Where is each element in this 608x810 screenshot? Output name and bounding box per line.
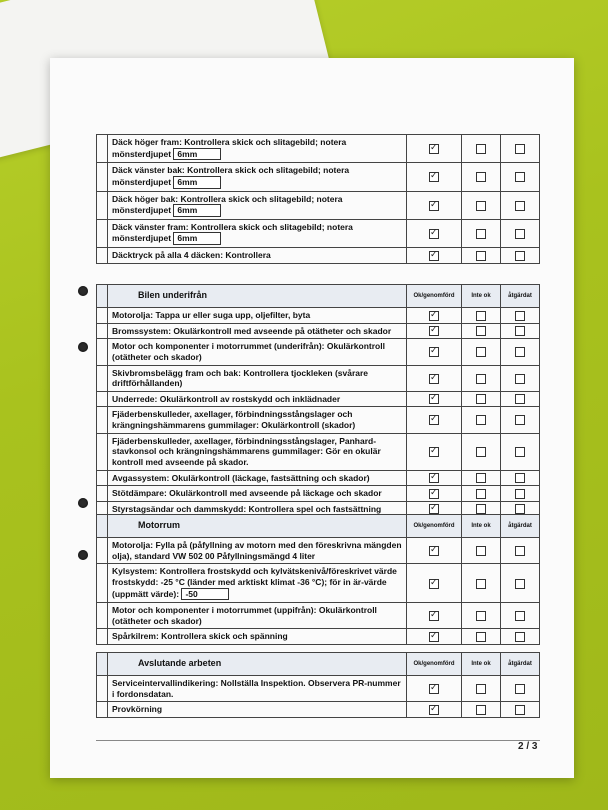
ok-checkbox[interactable]: [429, 374, 439, 384]
fixed-checkbox[interactable]: [515, 374, 525, 384]
checklist-row: [97, 135, 540, 163]
section-title: Motorrum: [108, 515, 407, 538]
checklist-row: [97, 538, 540, 564]
ok-checkbox[interactable]: [429, 546, 439, 556]
tires-section: [96, 134, 540, 264]
not-ok-checkbox[interactable]: [476, 611, 486, 621]
not-ok-checkbox[interactable]: [476, 251, 486, 261]
fixed-checkbox[interactable]: [515, 347, 525, 357]
ok-checkbox[interactable]: [429, 201, 439, 211]
task-text: Avgassystem: Okulärkontroll (läckage, fastsättning och skador): [112, 472, 370, 483]
not-ok-checkbox[interactable]: [476, 394, 486, 404]
fixed-checkbox[interactable]: [515, 579, 525, 589]
fixed-checkbox[interactable]: [515, 504, 525, 514]
ok-checkbox[interactable]: [429, 415, 439, 425]
task-cell: [108, 486, 407, 502]
not-ok-checkbox[interactable]: [476, 374, 486, 384]
task-text: Stötdämpare: Okulärkontroll med avseende på läckage och skador: [112, 488, 382, 499]
not-ok-checkbox[interactable]: [476, 447, 486, 457]
task-text: Skivbromsbelägg fram och bak: Kontrollera tjockleken (svårare driftförhållanden): [112, 367, 369, 389]
task-text: Däcktryck på alla 4 däcken: Kontrollera: [112, 250, 271, 260]
checklist-row: [97, 248, 540, 264]
fixed-checkbox[interactable]: [515, 489, 525, 499]
fixed-checkbox[interactable]: [515, 705, 525, 715]
measurement-field[interactable]: 6mm: [173, 204, 221, 217]
footer-rule: [96, 740, 540, 741]
ok-checkbox[interactable]: [429, 326, 439, 336]
fixed-checkbox[interactable]: [515, 632, 525, 642]
not-ok-checkbox[interactable]: [476, 326, 486, 336]
measurement-field[interactable]: 6mm: [173, 148, 221, 161]
task-text: Motor och komponenter i motorrummet (uppifrån): Okulärkontroll (otätheter och skador): [112, 605, 377, 626]
task-text: Däck vänster bak: Kontrollera skick och slitagebild; notera mönsterdjupet: [112, 165, 350, 187]
task-cell: [108, 163, 407, 191]
task-cell: [108, 135, 407, 163]
ok-checkbox[interactable]: [429, 611, 439, 621]
task-text: Serviceintervallindikering: Nollställa Inspektion. Observera PR-nummer i fordonsdatan.: [112, 678, 401, 699]
checklist-row: [97, 702, 540, 718]
task-cell: [108, 603, 407, 629]
task-text: Motorolja: Fylla på (påfyllning av motorn med den föreskrivna mängden olja), standard VW 502 00 Påfyllningsmängd 4 liter: [112, 540, 402, 561]
not-ok-checkbox[interactable]: [476, 311, 486, 321]
checklist-row: [97, 564, 540, 603]
task-cell: [108, 323, 407, 339]
fixed-checkbox[interactable]: [515, 447, 525, 457]
ok-checkbox[interactable]: [429, 705, 439, 715]
checklist-row: [97, 219, 540, 247]
punch-hole: [78, 498, 88, 508]
task-text: Motor och komponenter i motorrummet (underifrån): Okulärkontroll (otätheter och skador): [112, 341, 385, 362]
column-header-ok: Ok/genomförd: [407, 653, 462, 676]
fixed-checkbox[interactable]: [515, 201, 525, 211]
checklist-row: [97, 433, 540, 470]
section-title: Avslutande arbeten: [108, 653, 407, 676]
ok-checkbox[interactable]: [429, 489, 439, 499]
fixed-checkbox[interactable]: [515, 144, 525, 154]
task-text: Provkörning: [112, 704, 163, 715]
checklist-row: [97, 339, 540, 365]
task-text: Fjäderbenskulleder, axellager, förbindningsstångslager, Panhard-stavkonsol och krängningshämmarens gummilager: Gör en okulär kontroll med avseende på skador.: [112, 435, 381, 467]
fixed-checkbox[interactable]: [515, 684, 525, 694]
ok-checkbox[interactable]: [429, 394, 439, 404]
fixed-checkbox[interactable]: [515, 229, 525, 239]
checklist-row: [97, 323, 540, 339]
task-cell: [108, 676, 407, 702]
task-cell: [108, 629, 407, 645]
column-header-fixed: åtgärdat: [501, 653, 540, 676]
not-ok-checkbox[interactable]: [476, 172, 486, 182]
fixed-checkbox[interactable]: [515, 546, 525, 556]
task-cell: [108, 407, 407, 433]
underbody-section: [96, 284, 540, 517]
task-cell: [108, 339, 407, 365]
not-ok-checkbox[interactable]: [476, 473, 486, 483]
task-text: Däck höger bak: Kontrollera skick och slitagebild; notera mönsterdjupet: [112, 193, 343, 216]
column-header-fixed: åtgärdat: [501, 285, 540, 308]
fixed-checkbox[interactable]: [515, 611, 525, 621]
ok-checkbox[interactable]: [429, 504, 439, 514]
not-ok-checkbox[interactable]: [476, 579, 486, 589]
ok-checkbox[interactable]: [429, 579, 439, 589]
task-text: Däck höger fram: Kontrollera skick och slitagebild; notera mönsterdjupet: [112, 137, 347, 159]
not-ok-checkbox[interactable]: [476, 347, 486, 357]
task-text: Motorolja: Tappa ur eller suga upp, oljefilter, byta: [112, 310, 311, 320]
not-ok-checkbox[interactable]: [476, 684, 486, 694]
measurement-field[interactable]: 6mm: [173, 232, 221, 245]
column-header-not-ok: Inte ok: [462, 515, 501, 538]
fixed-checkbox[interactable]: [515, 251, 525, 261]
ok-checkbox[interactable]: [429, 229, 439, 239]
punch-hole: [78, 550, 88, 560]
checklist-row: [97, 191, 540, 219]
not-ok-checkbox[interactable]: [476, 489, 486, 499]
engine-section: [96, 514, 540, 645]
ok-checkbox[interactable]: [429, 684, 439, 694]
page-number: 2 / 3: [518, 741, 538, 752]
task-text: Kylsystem: Kontrollera frostskydd och kylvätskenivå/föreskrivet värde frostskydd: -25 °C (länder med arktiskt klimat -36 °C); för in är-värde (uppmätt värde):: [112, 566, 397, 599]
task-cell: [108, 470, 407, 486]
task-cell: [108, 564, 407, 603]
checklist-page: [50, 58, 574, 778]
not-ok-checkbox[interactable]: [476, 229, 486, 239]
not-ok-checkbox[interactable]: [476, 705, 486, 715]
punch-hole: [78, 342, 88, 352]
not-ok-checkbox[interactable]: [476, 415, 486, 425]
not-ok-checkbox[interactable]: [476, 201, 486, 211]
section-header: [97, 653, 540, 676]
not-ok-checkbox[interactable]: [476, 144, 486, 154]
task-cell: [108, 391, 407, 407]
column-header-ok: Ok/genomförd: [407, 515, 462, 538]
fixed-checkbox[interactable]: [515, 473, 525, 483]
ok-checkbox[interactable]: [429, 447, 439, 457]
checklist-row: [97, 365, 540, 391]
task-cell: [108, 538, 407, 564]
task-cell: [108, 365, 407, 391]
measurement-field[interactable]: -50: [181, 588, 229, 601]
section-header: [97, 285, 540, 308]
ok-checkbox[interactable]: [429, 473, 439, 483]
ok-checkbox[interactable]: [429, 251, 439, 261]
final-section: [96, 652, 540, 718]
task-text: Bromssystem: Okulärkontroll med avseende på otätheter och skador: [112, 325, 392, 336]
task-cell: [108, 308, 407, 324]
task-text: Däck vänster fram: Kontrollera skick och slitagebild; notera mönsterdjupet: [112, 221, 353, 244]
not-ok-checkbox[interactable]: [476, 546, 486, 556]
fixed-checkbox[interactable]: [515, 326, 525, 336]
fixed-checkbox[interactable]: [515, 311, 525, 321]
column-header-not-ok: Inte ok: [462, 653, 501, 676]
checklist-row: [97, 470, 540, 486]
checklist-row: [97, 308, 540, 324]
checklist-row: [97, 486, 540, 502]
task-text: Styrstagsändar och dammskydd: Kontrollera spel och fastsättning: [112, 503, 382, 514]
checklist-row: [97, 629, 540, 645]
punch-hole: [78, 286, 88, 296]
checklist-row: [97, 163, 540, 191]
task-text: Fjäderbenskulleder, axellager, förbindningsstångslager och krängningshämmarens gummilager: Okulärkontroll (skador): [112, 409, 356, 430]
task-text: Underrede: Okulärkontroll av rostskydd och inklädnader: [112, 393, 341, 404]
ok-checkbox[interactable]: [429, 632, 439, 642]
ok-checkbox[interactable]: [429, 144, 439, 154]
checklist-row: [97, 391, 540, 407]
not-ok-checkbox[interactable]: [476, 632, 486, 642]
ok-checkbox[interactable]: [429, 347, 439, 357]
section-title: Bilen underifrån: [108, 285, 407, 308]
fixed-checkbox[interactable]: [515, 172, 525, 182]
checklist-row: [97, 676, 540, 702]
measurement-field[interactable]: 6mm: [173, 176, 221, 189]
ok-checkbox[interactable]: [429, 172, 439, 182]
task-cell: [108, 433, 407, 470]
task-text: Spårkilrem: Kontrollera skick och spänning: [112, 631, 288, 642]
checklist-row: [97, 603, 540, 629]
section-header: [97, 515, 540, 538]
task-cell: [108, 248, 407, 264]
fixed-checkbox[interactable]: [515, 394, 525, 404]
column-header-ok: Ok/genomförd: [407, 285, 462, 308]
not-ok-checkbox[interactable]: [476, 504, 486, 514]
checklist-row: [97, 407, 540, 433]
task-cell: [108, 702, 407, 718]
column-header-not-ok: Inte ok: [462, 285, 501, 308]
task-cell: [108, 219, 407, 247]
ok-checkbox[interactable]: [429, 311, 439, 321]
task-cell: [108, 191, 407, 219]
fixed-checkbox[interactable]: [515, 415, 525, 425]
column-header-fixed: åtgärdat: [501, 515, 540, 538]
